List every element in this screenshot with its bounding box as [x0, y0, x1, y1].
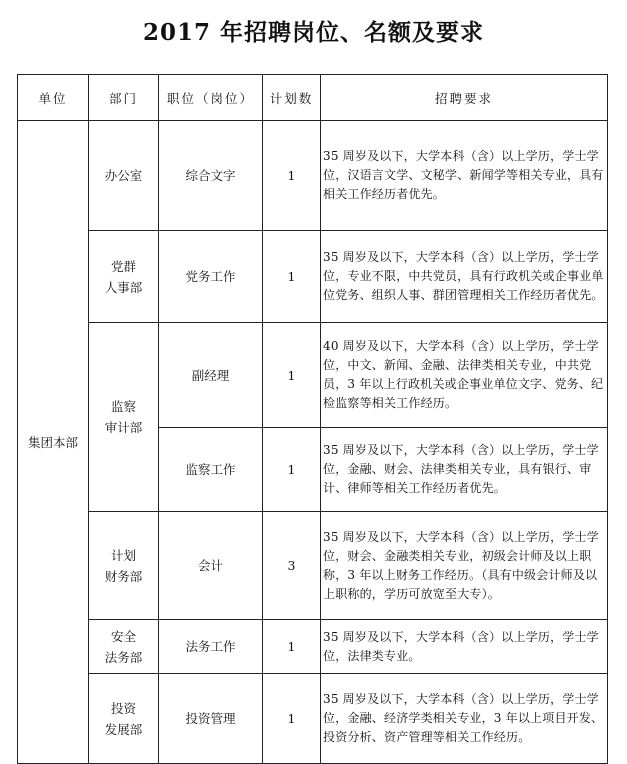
position-cell: 投资管理 [159, 674, 263, 764]
position-cell: 副经理 [159, 323, 263, 428]
header-unit: 单位 [18, 75, 89, 121]
requirement-cell: 35 周岁及以下，大学本科（含）以上学历，学士学位，法律类专业。 [321, 620, 608, 674]
requirement-cell: 40 周岁及以下，大学本科（含）以上学历，学士学位，中文、新闻、金融、法律类相关专业，中共党员，3 年以上行政机关或企事业单位文字、党务、纪检监察等相关工作经历。 [321, 323, 608, 428]
department-cell: 党群 人事部 [89, 231, 159, 323]
department-cell: 监察 审计部 [89, 323, 159, 512]
requirement-cell: 35 周岁及以下，大学本科（含）以上学历，学士学位，金融、财会、法律类相关专业，具有银行、审计、律师等相关工作经历者优先。 [321, 428, 608, 512]
position-cell: 法务工作 [159, 620, 263, 674]
table-row [18, 620, 608, 674]
requirement-cell: 35 周岁及以下，大学本科（含）以上学历，学士学位，金融、经济学类相关专业，3 年以上项目开发、投资分析、资产管理等相关工作经历。 [321, 674, 608, 764]
table-row [18, 674, 608, 764]
count-cell: 1 [263, 121, 321, 231]
count-cell: 3 [263, 512, 321, 620]
header-planned-count: 计划数 [263, 75, 321, 121]
page-title: 2017 年招聘岗位、名额及要求 [142, 19, 485, 46]
recruitment-table [17, 74, 608, 764]
requirement-cell: 35 周岁及以下，大学本科（含）以上学历，学士学位，财会、金融类相关专业，初级会计师及以上职称，3 年以上财务工作经历。（具有中级会计师及以上职称的，学历可放宽至大专）。 [321, 512, 608, 620]
count-cell: 1 [263, 323, 321, 428]
position-cell: 综合文字 [159, 121, 263, 231]
count-cell: 1 [263, 231, 321, 323]
requirement-cell: 35 周岁及以下，大学本科（含）以上学历，学士学位，专业不限，中共党员，具有行政机关或企事业单位党务、组织人事、群团管理相关工作经历者优先。 [321, 231, 608, 323]
table-row [18, 121, 608, 231]
table-header-row [18, 75, 608, 121]
table-row [18, 512, 608, 620]
header-requirements: 招聘要求 [321, 75, 608, 121]
count-cell: 1 [263, 620, 321, 674]
header-department: 部门 [89, 75, 159, 121]
department-cell: 办公室 [89, 121, 159, 231]
position-cell: 党务工作 [159, 231, 263, 323]
table-row [18, 323, 608, 428]
header-position: 职位（岗位） [159, 75, 263, 121]
department-cell: 投资 发展部 [89, 674, 159, 764]
department-cell: 计划 财务部 [89, 512, 159, 620]
position-cell: 会计 [159, 512, 263, 620]
unit-cell: 集团本部 [18, 121, 89, 764]
requirement-cell: 35 周岁及以下，大学本科（含）以上学历，学士学位，汉语言文学、文秘学、新闻学等相关专业，具有相关工作经历者优先。 [321, 121, 608, 231]
table-row [18, 231, 608, 323]
count-cell: 1 [263, 674, 321, 764]
department-cell: 安全 法务部 [89, 620, 159, 674]
count-cell: 1 [263, 428, 321, 512]
position-cell: 监察工作 [159, 428, 263, 512]
